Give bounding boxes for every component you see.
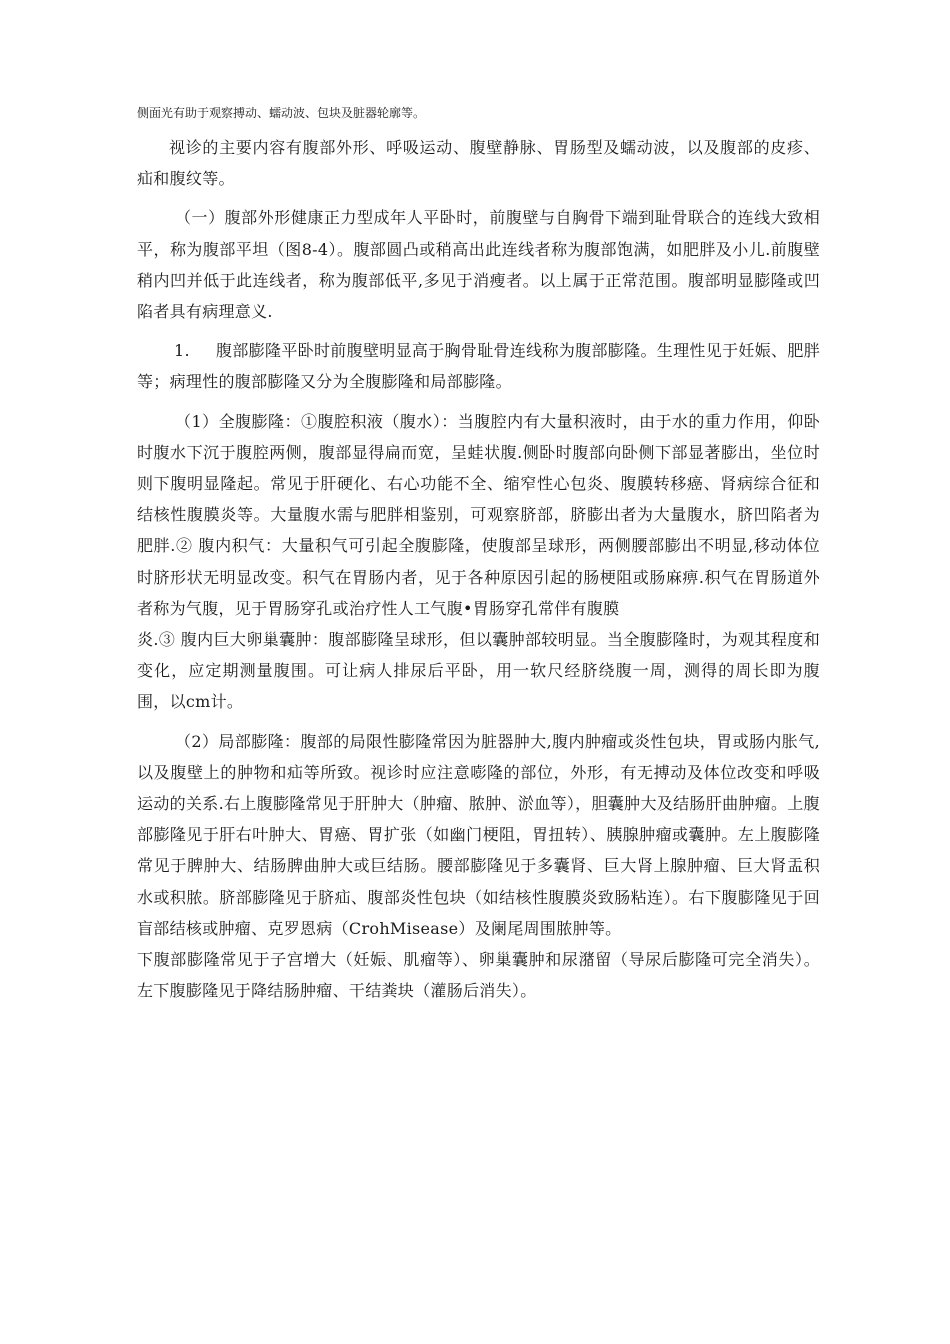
paragraph-lower-bulge: 下腹部膨隆常见于子宫增大（妊娠、肌瘤等）、卵巢囊肿和尿潴留（导尿后膨隆可完全消失）。左下腹膨隆见于降结肠肿瘤、干结粪块（灌肠后消失）。 bbox=[137, 950, 820, 1001]
top-note-line: 侧面光有助于观察搏动、蠕动波、包块及脏器轮廓等。 bbox=[137, 106, 426, 120]
item-1-text: 腹部膨隆平卧时前腹壁明显高于胸骨耻骨连线称为腹部膨隆。生理性见于妊娠、肥胖等；病理性的腹部膨隆又分为全腹膨隆和局部膨隆。 bbox=[137, 341, 820, 392]
document-body bbox=[137, 132, 820, 1006]
paragraph-intro: 视诊的主要内容有腹部外形、呼吸运动、腹壁静脉、胃肠型及蠕动波，以及腹部的皮疹、疝和腹纹等。 bbox=[137, 138, 820, 189]
item-number: 1. bbox=[174, 341, 190, 361]
paragraph-full-bulge-cont: 炎.③ 腹内巨大卵巢囊肿：腹部膨隆呈球形，但以囊肿部较明显。当全腹膨隆时，为观其程度和变化，应定期测量腹围。可让病人排尿后平卧，用一软尺经脐绕腹一周，测得的周长即为腹围，以cm计。 bbox=[137, 630, 820, 712]
paragraph-local-bulge: （2）局部膨隆：腹部的局限性膨隆常因为脏器肿大,腹内肿瘤或炎性包块，胃或肠内胀气,以及腹壁上的肿物和疝等所致。视诊时应注意嘭隆的部位，外形，有无搏动及体位改变和呼吸运动的关系.右上腹膨隆常见于肝肿大（肿瘤、脓肿、淤血等），胆囊肿大及结肠肝曲肿瘤。上腹部膨隆见于肝右叶肿大、胃癌、胃扩张（如幽门梗阻，胃扭转）、胰腺肿瘤或囊肿。左上腹膨隆常见于脾肿大、结肠脾曲肿大或巨结肠。腰部膨隆见于多囊肾、巨大肾上腺肿瘤、巨大肾盂积水或积脓。脐部膨隆见于脐疝、腹部炎性包块（如结核性腹膜炎致肠粘连）。右下腹膨隆见于回盲部结核或肿瘤、克罗恩病（CrohMisease）及阑尾周围脓肿等。 bbox=[137, 731, 820, 938]
paragraph-abdominal-shape: （一）腹部外形健康正力型成年人平卧时，前腹壁与自胸骨下端到耻骨联合的连线大致相平，称为腹部平坦（图8-4）。腹部圆凸或稍高出此连线者称为腹部饱满，如肥胖及小儿.前腹壁稍内凹并低于此连线者，称为腹部低平,多见于消瘦者。以上属于正常范围。腹部明显膨隆或凹陷者具有病理意义. bbox=[137, 208, 820, 322]
paragraph-full-bulge: （1）全腹膨隆：①腹腔积液（腹水）：当腹腔内有大量积液时，由于水的重力作用，仰卧时腹水下沉于腹腔两侧，腹部显得扁而宽，呈蛙状腹.侧卧时腹部向卧侧下部显著膨出，坐位时则下腹明显隆起。常见于肝硬化、右心功能不全、缩窄性心包炎、腹膜转移癌、肾病综合征和结核性腹膜炎等。大量腹水需与肥胖相鉴别，可观察脐部，脐膨出者为大量腹水，脐凹陷者为肥胖.② 腹内积气：大量积气可引起全腹膨隆，使腹部呈球形，两侧腰部膨出不明显,移动体位时脐形状无明显改变。积气在胃肠内者，见于各种原因引起的肠梗阻或肠麻痹.积气在胃肠道外者称为气腹，见于胃肠穿孔或治疗性人工气腹•胃肠穿孔常伴有腹膜 bbox=[137, 411, 820, 618]
paragraph-item-1 bbox=[137, 335, 820, 397]
